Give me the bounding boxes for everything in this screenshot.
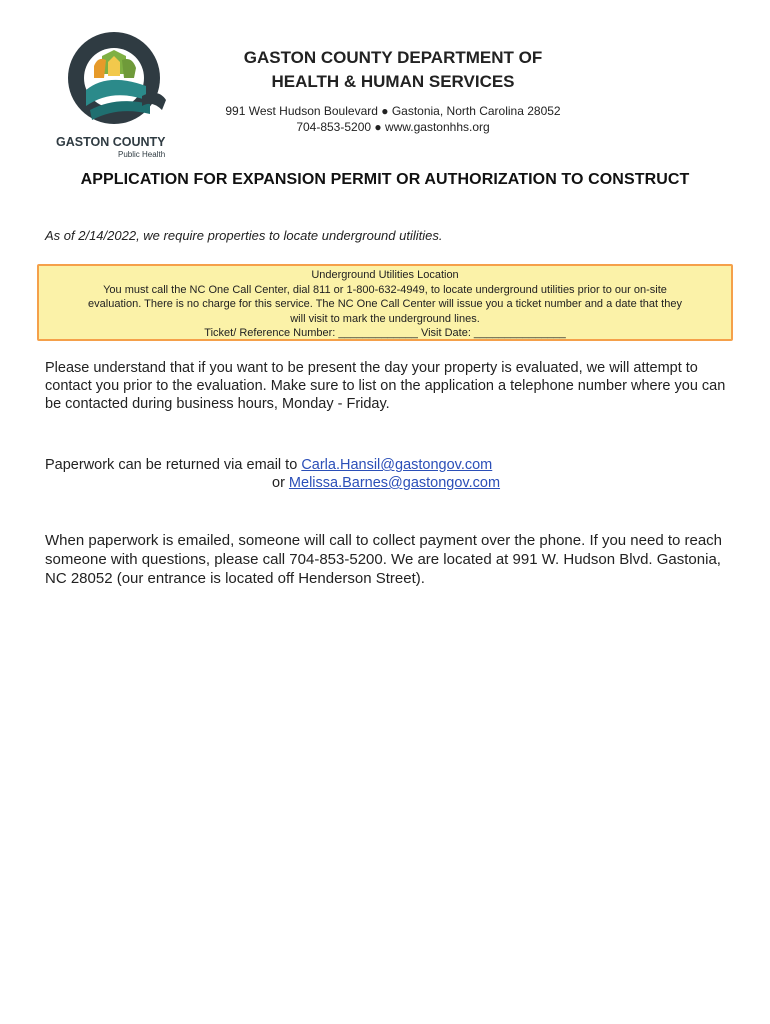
notice-ticket-line: Ticket/ Reference Number: _____________ Visit Date: _______________ <box>204 327 566 339</box>
notice-heading: Underground Utilities Location <box>311 269 459 281</box>
contact-info <box>178 103 608 135</box>
notice-line-3: will visit to mark the underground lines. <box>290 312 480 325</box>
or-line <box>45 474 735 492</box>
email-link-carla[interactable]: Carla.Hansil@gastongov.com <box>301 457 493 473</box>
letterhead <box>178 46 608 135</box>
requirement-note: As of 2/14/2022, we require properties to locate underground utilities. <box>45 228 443 243</box>
department-title-line2: HEALTH & HUMAN SERVICES <box>271 72 515 91</box>
phone-web-line: 704-853-5200 ● www.gastonhhs.org <box>296 120 490 134</box>
gaston-county-logo <box>46 26 178 164</box>
page-title: APPLICATION FOR EXPANSION PERMIT OR AUTHORIZATION TO CONSTRUCT <box>80 171 690 188</box>
payment-paragraph: When paperwork is emailed, someone will call to collect payment over the phone. If you need to reach someone with questions, please call 704-853-5200. We are located at 991 W. Hudson Blvd. Gastonia, NC 28052 (our entrance is located off Henderson Street). <box>45 532 723 587</box>
logo-subtitle-text: Public Health <box>118 150 166 159</box>
utilities-notice-box <box>37 264 733 341</box>
paperwork-intro: Paperwork can be returned via email to <box>45 457 302 473</box>
address-line: 991 West Hudson Boulevard ● Gastonia, North Carolina 28052 <box>225 104 561 118</box>
logo-emblem-icon <box>46 26 178 164</box>
notice-line-2: evaluation. There is no charge for this service. The NC One Call Center will issue you a ticket number and a date that they <box>88 298 682 310</box>
email-link-melissa[interactable]: Melissa.Barnes@gastongov.com <box>288 475 501 491</box>
department-title <box>178 46 608 94</box>
or-text: or <box>272 475 289 491</box>
evaluation-paragraph: Please understand that if you want to be present the day your property is evaluated, we will attempt to contact you prior to the evaluation. Make sure to list on the application a telephone number where you can be contacted during business hours, Monday - Friday. <box>45 360 726 412</box>
logo-brand-text: GASTON COUNTY <box>56 135 166 149</box>
paperwork-paragraph <box>45 456 735 492</box>
notice-line-1: You must call the NC One Call Center, dial 811 or 1-800-632-4949, to locate underground utilities prior to our on-site <box>103 283 667 296</box>
department-title-line1: GASTON COUNTY DEPARTMENT OF <box>243 48 543 67</box>
